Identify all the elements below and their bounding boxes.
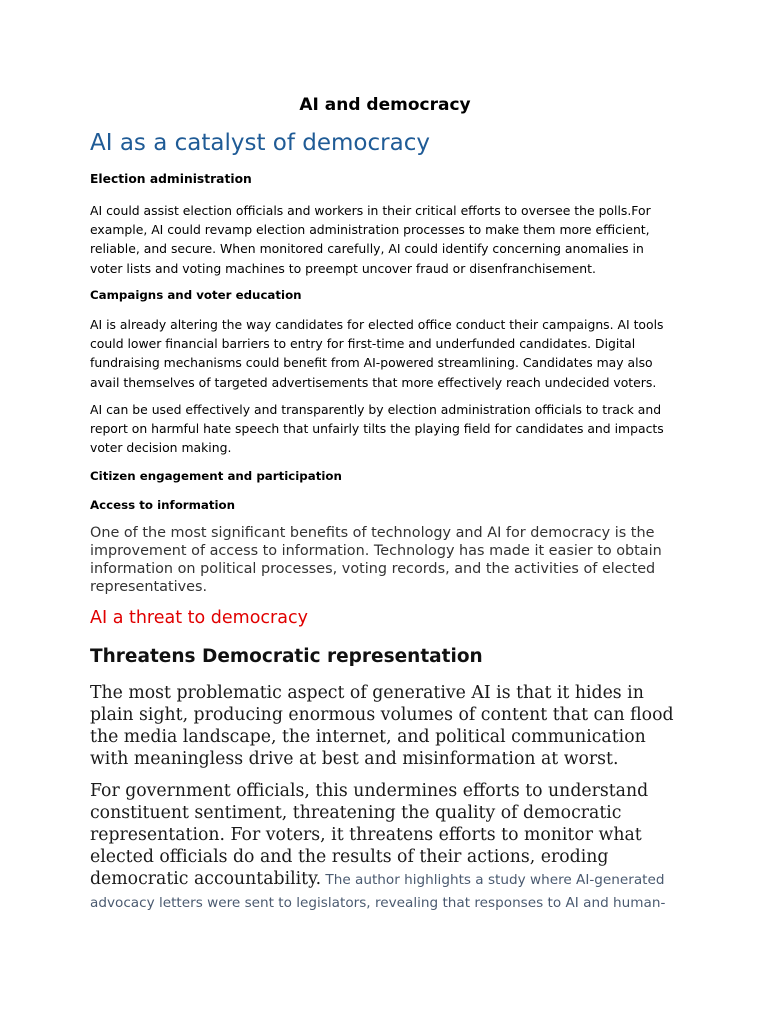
paragraph-access: One of the most significant benefits of technology and AI for democracy is the improvement of access to information. Technology has made it easier to obtain information on political processes, voting records, and the activities of elected representatives. <box>90 525 662 595</box>
heading-catalyst: AI as a catalyst of democracy <box>90 130 430 156</box>
heading-access-to-information: Access to information <box>90 498 236 512</box>
paragraph-election: AI could assist election officials and workers in their critical efforts to oversee the polls.For example, AI could revamp election administration processes to make them more efficient, reliable, and secure. When monitored carefully, AI could identify concerning anomalies in voter lists and voting machines to preempt uncover fraud or disenfranchisement. <box>90 203 651 276</box>
document-title: AI and democracy <box>299 95 471 115</box>
paragraph-government-text: For government officials, this undermines efforts to understand constituent sentiment, threatening the quality of democratic representation. For voters, it threatens efforts to monitor what elected officials do and the results of their actions, eroding democratic accountability. <box>90 781 649 889</box>
heading-representation: Threatens Democratic representation <box>90 646 483 667</box>
heading-threat: AI a threat to democracy <box>90 608 308 628</box>
paragraph-campaigns: AI is already altering the way candidates for elected office conduct their campaigns. AI tools could lower financial barriers to entry for first-time and underfunded candidates. Digital fundraising mechanisms could benefit from AI-powered streamlining. Candidates may also avail themselves of targeted advertisements that more effectively reach undecided voters. <box>90 317 664 390</box>
heading-citizen-engagement: Citizen engagement and participation <box>90 469 342 483</box>
heading-election-administration: Election administration <box>90 172 252 186</box>
heading-campaigns: Campaigns and voter education <box>90 288 302 302</box>
paragraph-hate-speech: AI can be used effectively and transparently by election administration officials to track and report on harmful hate speech that unfairly tilts the playing field for candidates and impacts voter decision making. <box>90 402 664 456</box>
author-note: The author highlights a study where AI-generated advocacy letters were sent to legislators, revealing that responses to AI and human- <box>90 872 666 911</box>
paragraph-government <box>90 780 680 914</box>
paragraph-problematic: The most problematic aspect of generative AI is that it hides in plain sight, producing enormous volumes of content that can flood the media landscape, the internet, and political communication with meaningless drive at best and misinformation at worst. <box>90 683 674 769</box>
